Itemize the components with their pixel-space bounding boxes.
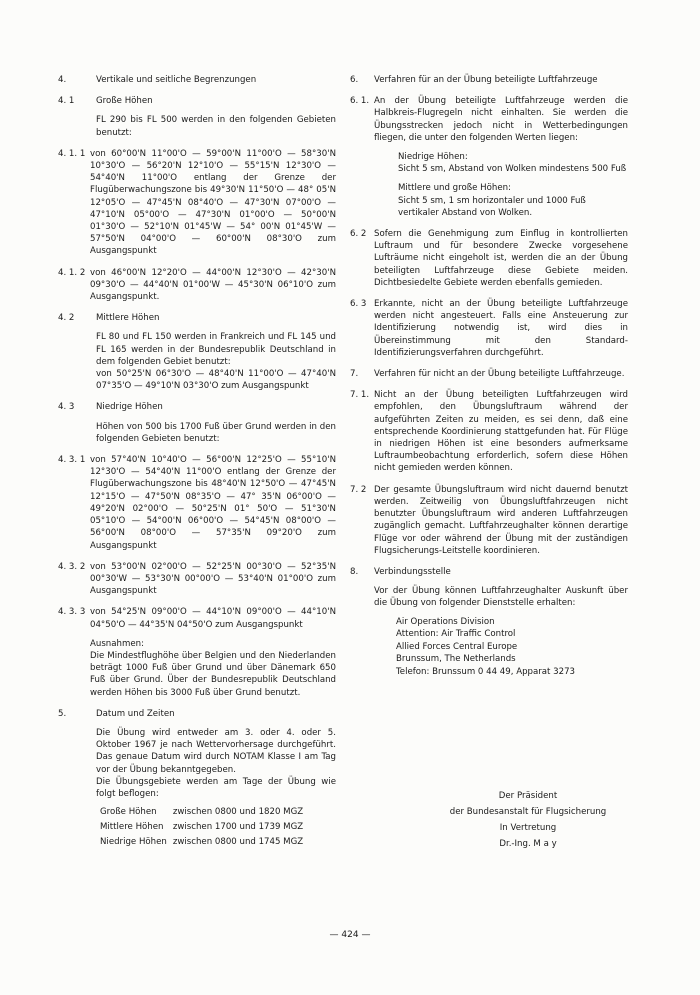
paragraph: von 46°00'N 12°20'O — 44°00'N 12°30'O — 42°30'N 09°30'O — 44°40'N 01°00'W — 45°30'N 06°10'O zum Ausgangspunkt. <box>90 267 336 303</box>
section-6-2 <box>350 228 628 289</box>
table-cell: Große Höhen <box>100 807 157 818</box>
section-4-2 <box>58 312 336 392</box>
signature-block <box>438 788 618 852</box>
section-4-3-1 <box>58 454 336 552</box>
section-7 <box>350 368 628 380</box>
section-number: 4. 3. 1 <box>58 455 86 466</box>
table-cell: Mittlere Höhen <box>100 822 164 833</box>
address-line: Attention: Air Traffic Control <box>396 629 516 640</box>
section-8 <box>350 566 628 678</box>
left-column <box>58 74 336 860</box>
section-6 <box>350 74 628 86</box>
section-number: 6. 2 <box>350 229 367 240</box>
section-number: 5. <box>58 708 67 719</box>
section-5 <box>58 708 336 851</box>
section-number: 8. <box>350 566 359 577</box>
paragraph: von 57°40'N 10°40'O — 56°00'N 12°25'O — 55°10'N 12°30'O — 54°40'N 11°00'O entlang der Grenze der Flugüberwachungszone bis 48°40'N 12°50'O — 47°45'N 12°15'O — 47°50'N 08°35'O — 47° 35'N 06°00'O — 49°20'N 02°00'O — 50°25'N 01° 50'O — 51°30'N 05°10'O — 54°00'N 06°00'O — 54°45'N 08°00'O — 56°00'N 08°00'O — 57°35'N 09°20'O zum Ausgangspunkt <box>90 455 336 551</box>
section-6-3 <box>350 298 628 359</box>
address-line: Air Operations Division <box>396 616 495 627</box>
section-4-1-1 <box>58 148 336 258</box>
paragraph: von 50°25'N 06°30'O — 48°40'N 11°00'O — 47°40'N 07°35'O — 49°10'N 03°30'O zum Ausgangspunkt <box>96 369 336 392</box>
condition-value: Sicht 5 sm, 1 sm horizontaler und 1000 Fuß vertikaler Abstand von Wolken. <box>398 195 586 218</box>
section-number: 4. 1. 2 <box>58 267 86 278</box>
altitude-times-table <box>100 806 309 851</box>
section-number: 4. 2 <box>58 313 75 324</box>
condition-heading: Mittlere und große Höhen: <box>398 183 511 194</box>
section-number: 7. 2 <box>350 484 367 495</box>
section-7-1 <box>350 389 628 474</box>
section-heading: Datum und Zeiten <box>96 708 175 719</box>
section-number: 4. 3. 3 <box>58 607 86 618</box>
table-cell: zwischen 0800 und 1745 MGZ <box>172 837 304 848</box>
paragraph: Der gesamte Übungsluftraum wird nicht dauernd benutzt werden. Zeitweilig von Übungsluftfahrzeugen nicht benutzter Übungsluftraum wird anderen Luftfahrzeugen zugänglich gemacht. Luftfahrzeughalter können derartige Flüge vor oder während der Übung mit der zuständigen Flugsicherungs-Leitstelle koordinieren. <box>374 484 628 556</box>
address-line: Brunssum, The Netherlands <box>396 654 516 665</box>
section-4-1-2 <box>58 267 336 304</box>
condition-value: Sicht 5 sm, Abstand von Wolken mindestens 500 Fuß <box>398 164 627 175</box>
section-6-1 <box>350 95 628 219</box>
table-row <box>100 836 309 851</box>
section-4-3-3 <box>58 606 336 698</box>
paragraph: An der Übung beteiligte Luftfahrzeuge werden die Halbkreis-Flugregeln nicht einhalten. Sie werden die Übungsstrecken jedoch nicht in Wetterbedingungen fliegen, die unter den folgenden Werten liegen: <box>374 96 628 143</box>
section-number: 4. 3. 2 <box>58 561 86 572</box>
paragraph: Nicht an der Übung beteiligten Luftfahrzeugen wird empfohlen, den Übungsluftraum während der aufgeführten Zeiten zu meiden, es sei denn, daß eine entsprechende Koordinierung stattgefunden hat. Für Flüge in niedrigen Höhen ist eine besonders aufmerksame Luftraumbeobachtung erforderlich, sofern diese Höhen nicht gemieden werden können. <box>374 390 628 474</box>
section-number: 4. 1 <box>58 96 75 107</box>
paragraph: FL 290 bis FL 500 werden in den folgenden Gebieten benutzt: <box>96 115 336 138</box>
section-4-1 <box>58 95 336 139</box>
section-heading: Verfahren für an der Übung beteiligte Luftfahrzeuge <box>374 75 598 85</box>
address-line: Allied Forces Central Europe <box>396 641 518 652</box>
section-7-2 <box>350 484 628 557</box>
paragraph: Vor der Übung können Luftfahrzeughalter Auskunft über die Übung von folgender Dienststelle erhalten: <box>374 586 628 609</box>
paragraph: von 60°00'N 11°00'O — 59°00'N 11°00'O — 58°30'N 10°30'O — 56°20'N 12°10'O — 55°15'N 12°30'O — 54°40'N 11°00'O entlang der Grenze der Flugüberwachungszone bis 49°30'N 11°50'O — 48° 05'N 12°05'O — 47°45'N 08°40'O — 47°30'N 07°00'O — 47°10'N 05°00'O — 47°30'N 01°00'O — 50°00'N 01°30'O — 52°10'N 01°45'W — 54° 00'N 01°45'W — 57°50'N 04°00'O — 60°00'N 08°30'O zum Ausgangspunkt <box>90 148 336 257</box>
address-line: Telefon: Brunssum 0 44 49, Apparat 3273 <box>396 666 576 677</box>
signature-line: Der Präsident <box>498 791 558 801</box>
paragraph: Die Mindestflughöhe über Belgien und den Niederlanden beträgt 1000 Fuß über Grund und über Dänemark 650 Fuß über Grund. Über der Bundesrepublik Deutschland werden Höhen bis 3000 Fuß über Grund benutzt. <box>90 650 336 698</box>
exceptions-heading: Ausnahmen: <box>90 638 144 649</box>
condition-heading: Niedrige Höhen: <box>398 152 468 163</box>
section-number: 6. 1. <box>350 96 370 107</box>
section-4-3 <box>58 401 336 445</box>
section-number: 7. <box>350 369 359 380</box>
table-row <box>100 821 309 836</box>
section-4 <box>58 74 336 86</box>
table-cell: zwischen 1700 und 1739 MGZ <box>172 822 304 833</box>
paragraph: FL 80 und FL 150 werden in Frankreich und FL 145 und FL 165 werden in der Bundesrepublik Deutschland in dem folgenden Gebiet benutzt: <box>96 332 336 367</box>
paragraph: Höhen von 500 bis 1700 Fuß über Grund werden in den folgenden Gebieten benutzt: <box>96 421 336 444</box>
section-heading: Niedrige Höhen <box>96 402 163 413</box>
paragraph: Sofern die Genehmigung zum Einflug in kontrollierten Luftraum und für besondere Zwecke vorgesehene Lufträume nicht eingeholt ist, werden die an der Übung beteiligten Luftfahrzeuge diese Gebiete meiden. Dichtbesiedelte Gebiete werden ebenfalls gemieden. <box>374 229 628 288</box>
address-block <box>396 616 628 679</box>
paragraph: von 53°00'N 02°00'O — 52°25'N 00°30'O — 52°35'N 00°30'W — 53°30'N 00°00'O — 53°40'N 01°00'O zum Ausgangspunkt <box>90 561 336 597</box>
section-number: 4. 3 <box>58 402 75 413</box>
section-heading: Vertikale und seitliche Begrenzungen <box>96 75 257 85</box>
section-number: 4. <box>58 75 67 85</box>
signature-line: In Vertretung <box>499 823 557 833</box>
right-column <box>350 74 628 687</box>
table-cell: Niedrige Höhen <box>100 837 167 848</box>
section-number: 6. <box>350 75 359 85</box>
section-number: 7. 1. <box>350 390 370 401</box>
section-number: 4. 1. 1 <box>58 148 86 159</box>
signature-line: Dr.-Ing. M a y <box>499 839 557 849</box>
table-cell: zwischen 0800 und 1820 MGZ <box>172 807 304 818</box>
table-row <box>100 806 309 821</box>
page-number: — 424 — <box>329 930 371 940</box>
section-heading: Große Höhen <box>96 96 153 107</box>
section-4-3-2 <box>58 561 336 598</box>
section-heading: Verfahren für nicht an der Übung beteiligte Luftfahrzeuge. <box>374 369 625 380</box>
section-heading: Verbindungsstelle <box>374 566 451 577</box>
paragraph: Erkannte, nicht an der Übung beteiligte Luftfahrzeuge werden nicht angesteuert. Falls eine Ansteuerung zur Identifizierung notwendig ist, wird dies in Übereinstimmung mit den Standard-Identifizierungsverfahren durchgeführt. <box>374 299 628 358</box>
section-heading: Mittlere Höhen <box>96 313 160 324</box>
paragraph: Die Übungsgebiete werden am Tage der Übung wie folgt beflogen: <box>96 776 336 799</box>
paragraph: Die Übung wird entweder am 3. oder 4. oder 5. Oktober 1967 je nach Wettervorhersage durchgeführt. Das genaue Datum wird durch NOTAM Klasse I am Tag vor der Übung bekanntgegeben. <box>96 727 336 775</box>
section-number: 6. 3 <box>350 299 367 310</box>
paragraph: von 54°25'N 09°00'O — 44°10'N 09°00'O — 44°10'N 04°50'O — 44°35'N 04°50'O zum Ausgangspunkt <box>90 607 336 630</box>
signature-line: der Bundesanstalt für Flugsicherung <box>449 807 607 817</box>
